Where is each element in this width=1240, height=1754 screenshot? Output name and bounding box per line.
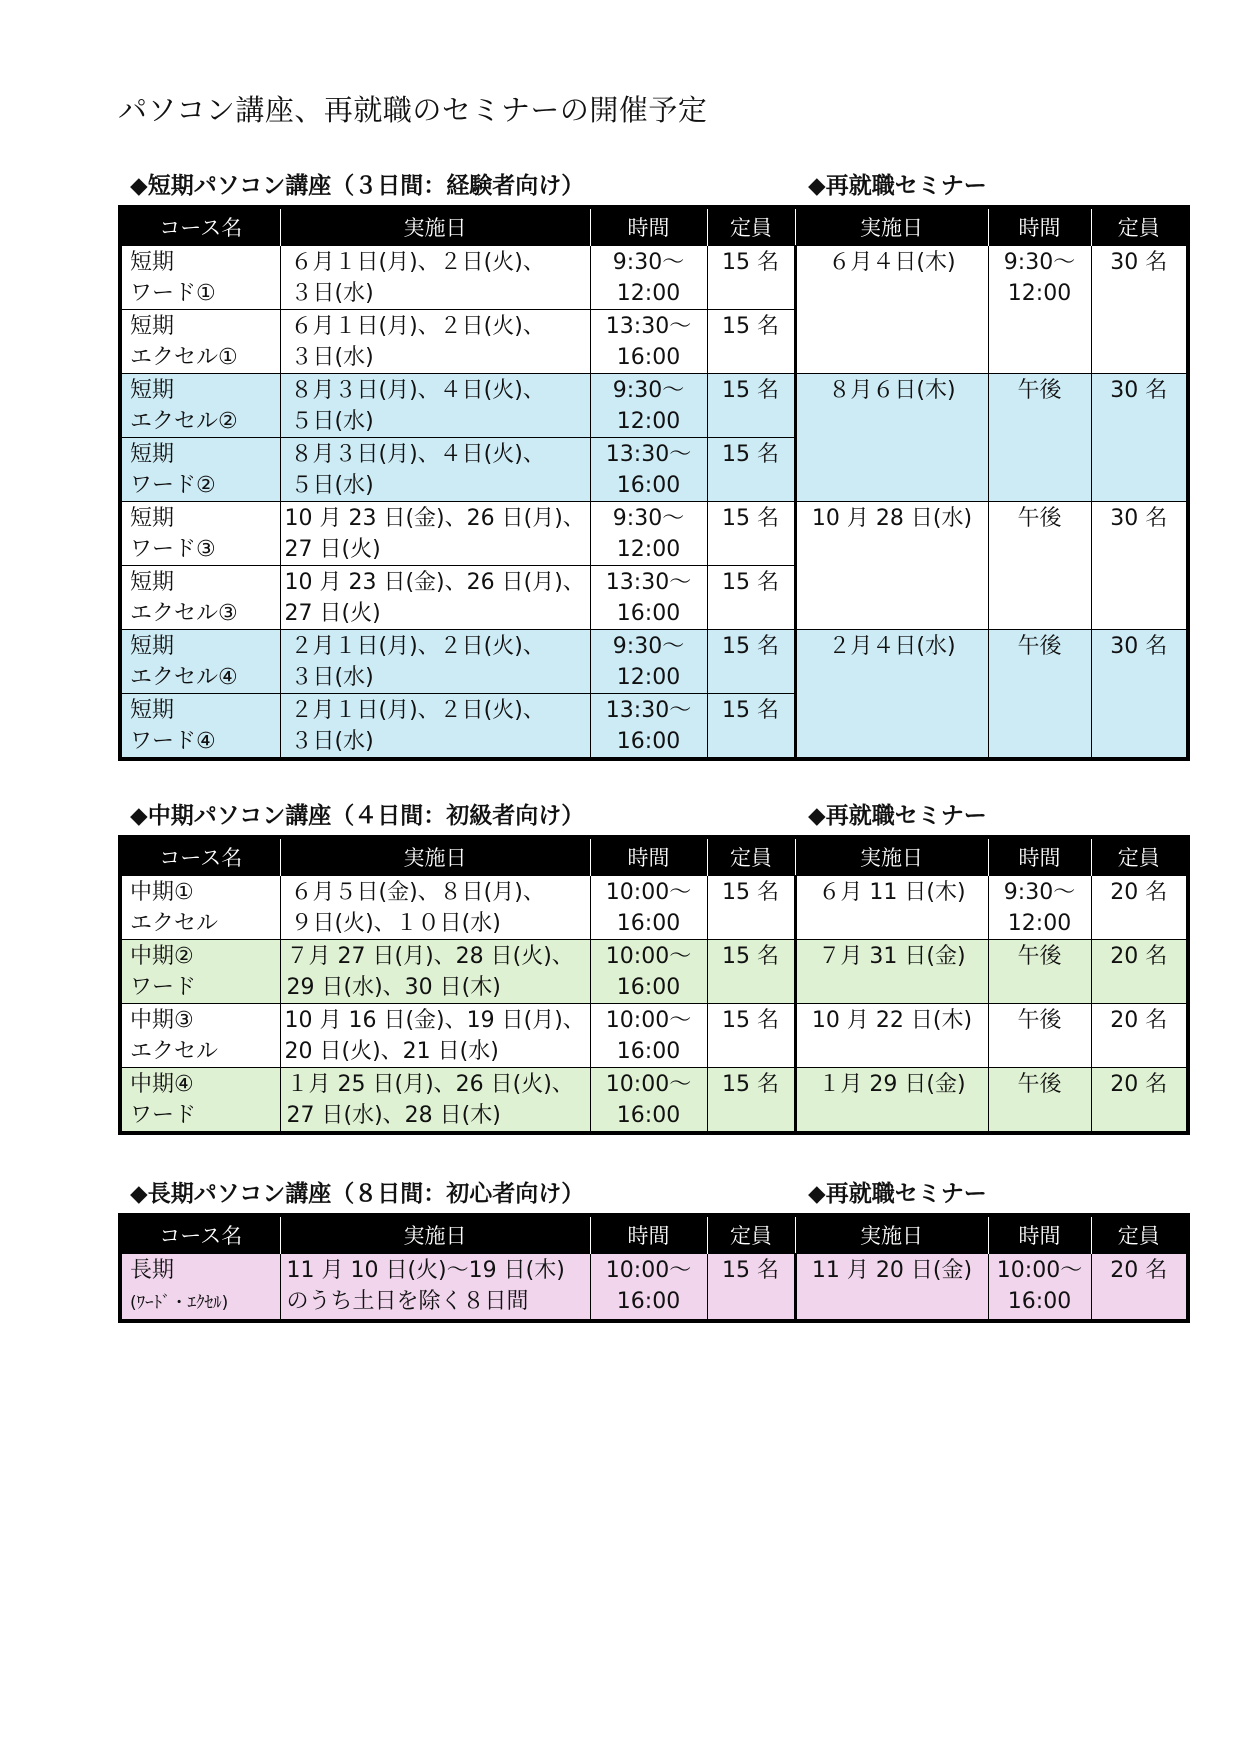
mid-course-section bbox=[118, 797, 1186, 1135]
course-capacity: 15 名 bbox=[707, 940, 795, 1004]
course-time: 9:30～ 12:00 bbox=[590, 246, 707, 310]
course-time: 13:30～ 16:00 bbox=[590, 694, 707, 760]
course-date: ８月３日(月)、４日(火)、 ５日(水) bbox=[280, 374, 590, 438]
seminar-capacity: 30 名 bbox=[1091, 374, 1188, 502]
seminar-time: 午後 bbox=[988, 940, 1091, 1004]
seminar-time: 9:30～ 12:00 bbox=[988, 876, 1091, 940]
col-seminar-capacity: 定員 bbox=[1091, 1215, 1188, 1254]
course-time: 13:30～ 16:00 bbox=[590, 438, 707, 502]
course-name: 短期 ワード③ bbox=[120, 502, 280, 566]
course-capacity: 15 名 bbox=[707, 438, 795, 502]
col-time: 時間 bbox=[590, 1215, 707, 1254]
seminar-capacity: 20 名 bbox=[1091, 1004, 1188, 1068]
course-name: 中期③ エクセル bbox=[120, 1004, 280, 1068]
table-row bbox=[120, 1254, 1188, 1322]
course-date: ６月１日(月)、２日(火)、 ３日(水) bbox=[280, 246, 590, 310]
seminar-capacity: 20 名 bbox=[1091, 1254, 1188, 1322]
course-capacity: 15 名 bbox=[707, 630, 795, 694]
seminar-date: ７月 31 日(金) bbox=[795, 940, 988, 1004]
course-time: 10:00～ 16:00 bbox=[590, 1254, 707, 1322]
course-name: 中期① エクセル bbox=[120, 876, 280, 940]
course-date: ７月 27 日(月)、28 日(火)、 29 日(水)、30 日(木) bbox=[280, 940, 590, 1004]
course-time: 10:00～ 16:00 bbox=[590, 1004, 707, 1068]
seminar-date: 10 月 28 日(水) bbox=[795, 502, 988, 630]
course-time: 10:00～ 16:00 bbox=[590, 1068, 707, 1134]
course-name: 中期④ ワード bbox=[120, 1068, 280, 1134]
seminar-date: ６月 11 日(木) bbox=[795, 876, 988, 940]
course-capacity: 15 名 bbox=[707, 876, 795, 940]
seminar-date: ８月６日(木) bbox=[795, 374, 988, 502]
course-name: 短期 エクセル③ bbox=[120, 566, 280, 630]
course-name: 短期 エクセル④ bbox=[120, 630, 280, 694]
course-capacity: 15 名 bbox=[707, 502, 795, 566]
section-heading: ◆長期パソコン講座（８日間：初心者向け） bbox=[130, 1181, 585, 1207]
course-capacity: 15 名 bbox=[707, 246, 795, 310]
seminar-time: 午後 bbox=[988, 1004, 1091, 1068]
col-seminar-time: 時間 bbox=[988, 207, 1091, 246]
seminar-capacity: 30 名 bbox=[1091, 246, 1188, 374]
course-date: ６月５日(金)、８日(月)、 ９日(火)、１０日(水) bbox=[280, 876, 590, 940]
long-course-section bbox=[118, 1175, 1186, 1323]
short-course-table bbox=[118, 205, 1190, 761]
col-date: 実施日 bbox=[280, 837, 590, 876]
table-header bbox=[120, 1215, 1188, 1254]
seminar-date: ６月４日(木) bbox=[795, 246, 988, 374]
course-date: 10 月 23 日(金)、26 日(月)、 27 日(火) bbox=[280, 502, 590, 566]
course-date: 10 月 16 日(金)、19 日(月)、 20 日(火)、21 日(水) bbox=[280, 1004, 590, 1068]
course-name: 短期 エクセル② bbox=[120, 374, 280, 438]
course-date: ２月１日(月)、２日(火)、 ３日(水) bbox=[280, 630, 590, 694]
table-header bbox=[120, 837, 1188, 876]
table-header bbox=[120, 207, 1188, 246]
col-seminar-date: 実施日 bbox=[795, 837, 988, 876]
seminar-capacity: 30 名 bbox=[1091, 502, 1188, 630]
col-seminar-date: 実施日 bbox=[795, 207, 988, 246]
short-course-section bbox=[118, 167, 1186, 761]
table-row bbox=[120, 374, 1188, 438]
course-time: 9:30～ 12:00 bbox=[590, 630, 707, 694]
course-capacity: 15 名 bbox=[707, 1068, 795, 1134]
section-heading: ◆中期パソコン講座（４日間：初級者向け） bbox=[130, 803, 585, 829]
long-course-table bbox=[118, 1213, 1190, 1323]
course-name: 短期 ワード① bbox=[120, 246, 280, 310]
seminar-date: 11 月 20 日(金) bbox=[795, 1254, 988, 1322]
table-row bbox=[120, 502, 1188, 566]
col-date: 実施日 bbox=[280, 1215, 590, 1254]
course-time: 13:30～ 16:00 bbox=[590, 566, 707, 630]
seminar-heading: ◆再就職セミナー bbox=[808, 803, 987, 829]
course-capacity: 15 名 bbox=[707, 1254, 795, 1322]
seminar-time: 午後 bbox=[988, 630, 1091, 760]
course-capacity: 15 名 bbox=[707, 694, 795, 760]
course-time: 10:00～ 16:00 bbox=[590, 876, 707, 940]
seminar-date: １月 29 日(金) bbox=[795, 1068, 988, 1134]
col-seminar-date: 実施日 bbox=[795, 1215, 988, 1254]
seminar-date: 10 月 22 日(木) bbox=[795, 1004, 988, 1068]
course-capacity: 15 名 bbox=[707, 374, 795, 438]
seminar-date: ２月４日(水) bbox=[795, 630, 988, 760]
seminar-heading: ◆再就職セミナー bbox=[808, 1181, 987, 1207]
course-capacity: 15 名 bbox=[707, 566, 795, 630]
col-seminar-capacity: 定員 bbox=[1091, 837, 1188, 876]
table-row bbox=[120, 1068, 1188, 1134]
col-course: コース名 bbox=[120, 1215, 280, 1254]
mid-course-table bbox=[118, 835, 1190, 1135]
course-date: 11 月 10 日(火)～19 日(木) のうち土日を除く８日間 bbox=[280, 1254, 590, 1322]
col-time: 時間 bbox=[590, 207, 707, 246]
table-row bbox=[120, 246, 1188, 310]
seminar-capacity: 20 名 bbox=[1091, 876, 1188, 940]
page-title: パソコン講座、再就職のセミナーの開催予定 bbox=[118, 93, 708, 127]
seminar-capacity: 30 名 bbox=[1091, 630, 1188, 760]
course-time: 10:00～ 16:00 bbox=[590, 940, 707, 1004]
col-course: コース名 bbox=[120, 207, 280, 246]
course-capacity: 15 名 bbox=[707, 1004, 795, 1068]
col-course: コース名 bbox=[120, 837, 280, 876]
seminar-capacity: 20 名 bbox=[1091, 1068, 1188, 1134]
table-row bbox=[120, 940, 1188, 1004]
section-heading: ◆短期パソコン講座（３日間：経験者向け） bbox=[130, 173, 585, 199]
col-seminar-capacity: 定員 bbox=[1091, 207, 1188, 246]
course-name: 中期② ワード bbox=[120, 940, 280, 1004]
course-date: ２月１日(月)、２日(火)、 ３日(水) bbox=[280, 694, 590, 760]
seminar-time: 午後 bbox=[988, 502, 1091, 630]
course-name: 長期 (ﾜｰﾄﾞ・ｴｸｾﾙ) bbox=[120, 1254, 280, 1322]
table-row bbox=[120, 876, 1188, 940]
col-capacity: 定員 bbox=[707, 1215, 795, 1254]
col-date: 実施日 bbox=[280, 207, 590, 246]
col-capacity: 定員 bbox=[707, 207, 795, 246]
seminar-heading: ◆再就職セミナー bbox=[808, 173, 987, 199]
course-name: 短期 エクセル① bbox=[120, 310, 280, 374]
course-date: ８月３日(月)、４日(火)、 ５日(水) bbox=[280, 438, 590, 502]
course-date: １月 25 日(月)、26 日(火)、 27 日(水)、28 日(木) bbox=[280, 1068, 590, 1134]
course-time: 9:30～ 12:00 bbox=[590, 502, 707, 566]
seminar-time: 10:00～ 16:00 bbox=[988, 1254, 1091, 1322]
col-capacity: 定員 bbox=[707, 837, 795, 876]
seminar-time: 午後 bbox=[988, 374, 1091, 502]
seminar-capacity: 20 名 bbox=[1091, 940, 1188, 1004]
table-row bbox=[120, 630, 1188, 694]
seminar-time: 9:30～ 12:00 bbox=[988, 246, 1091, 374]
seminar-time: 午後 bbox=[988, 1068, 1091, 1134]
table-row bbox=[120, 1004, 1188, 1068]
course-capacity: 15 名 bbox=[707, 310, 795, 374]
course-name: 短期 ワード④ bbox=[120, 694, 280, 760]
course-time: 9:30～ 12:00 bbox=[590, 374, 707, 438]
col-seminar-time: 時間 bbox=[988, 837, 1091, 876]
course-date: 10 月 23 日(金)、26 日(月)、 27 日(火) bbox=[280, 566, 590, 630]
course-date: ６月１日(月)、２日(火)、 ３日(水) bbox=[280, 310, 590, 374]
course-time: 13:30～ 16:00 bbox=[590, 310, 707, 374]
col-time: 時間 bbox=[590, 837, 707, 876]
col-seminar-time: 時間 bbox=[988, 1215, 1091, 1254]
course-name: 短期 ワード② bbox=[120, 438, 280, 502]
